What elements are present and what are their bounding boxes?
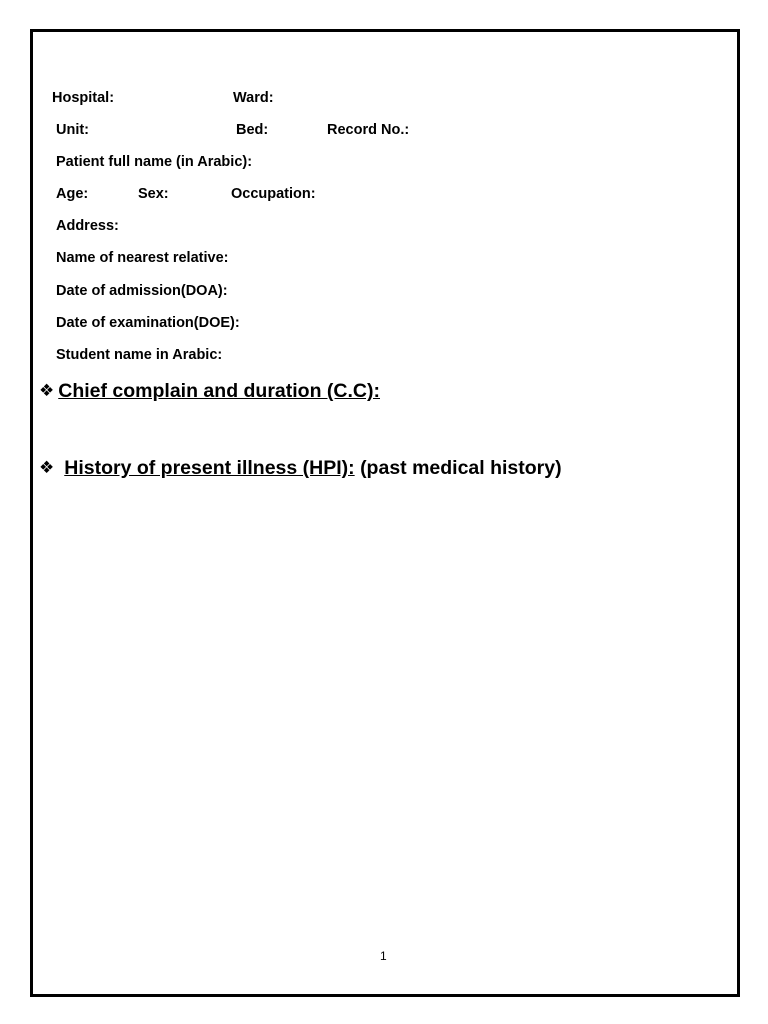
page-border — [30, 29, 740, 997]
bed-label: Bed: — [236, 122, 269, 138]
diamond-bullet-icon: ❖ — [39, 458, 55, 478]
examination-date-label: Date of examination(DOE): — [56, 315, 240, 331]
patient-name-label: Patient full name (in Arabic): — [56, 154, 253, 170]
occupation-label: Occupation: — [231, 186, 316, 202]
admission-date-label: Date of admission(DOA): — [56, 283, 228, 299]
age-label: Age: — [56, 186, 89, 202]
nearest-relative-label: Name of nearest relative: — [56, 250, 229, 266]
hpi-section — [39, 456, 562, 480]
chief-complaint-section — [39, 379, 380, 403]
ward-label: Ward: — [233, 90, 274, 106]
page-number: 1 — [380, 949, 387, 963]
hpi-heading: History of present illness (HPI): — [64, 457, 355, 479]
hpi-note: (past medical history) — [360, 457, 562, 479]
sex-label: Sex: — [138, 186, 169, 202]
address-label: Address: — [56, 218, 119, 234]
student-name-label: Student name in Arabic: — [56, 347, 223, 363]
unit-label: Unit: — [56, 122, 90, 138]
record-number-label: Record No.: — [327, 122, 410, 138]
hospital-label: Hospital: — [52, 90, 115, 106]
chief-complaint-heading: Chief complain and duration (C.C): — [58, 380, 380, 402]
diamond-bullet-icon: ❖ — [39, 381, 55, 401]
